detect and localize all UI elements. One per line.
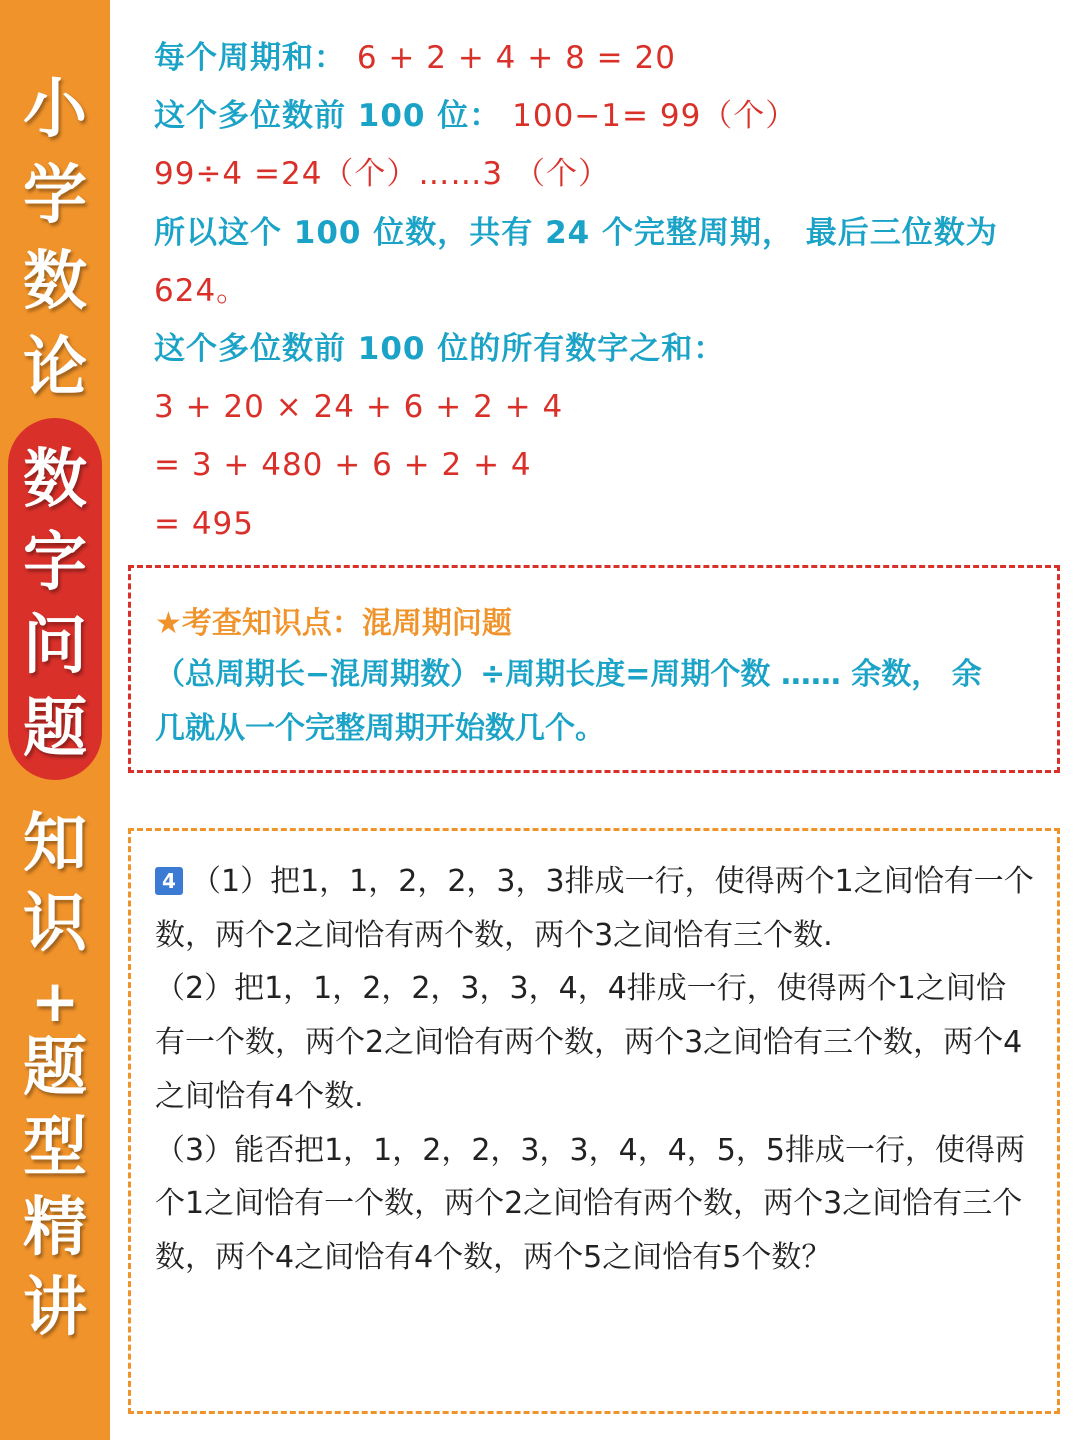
line-expression: 6 + 2 + 4 + 8 = 20 <box>346 40 676 76</box>
solution-line: 所以这个 100 位数，共有 24 个完整周期， 最后三位数为 <box>154 214 998 251</box>
line-expression: 100−1= 99（个） <box>501 98 798 135</box>
banner-char: 精 <box>23 1191 87 1265</box>
banner-char: 识 <box>23 887 87 961</box>
banner-char: 讲 <box>23 1271 87 1345</box>
line-label: 这个多位数前 100 位： <box>154 98 502 135</box>
knowledge-title: ★考查知识点：混周期问题 <box>155 606 512 641</box>
banner-title-bottom <box>0 807 110 1356</box>
banner-pill <box>8 418 102 780</box>
banner-char: 论 <box>23 331 87 405</box>
problem-number-badge: 4 <box>155 867 183 895</box>
banner-char: 小 <box>23 73 87 147</box>
side-banner <box>0 0 110 1440</box>
banner-char: 数 <box>23 443 87 517</box>
knowledge-box <box>128 565 1060 773</box>
solution-line: = 495 <box>154 505 254 542</box>
solution-block <box>154 36 1040 560</box>
banner-char: 题 <box>23 1031 87 1105</box>
problem-box <box>128 828 1060 1414</box>
problem-part-1-text: （1）把1，1，2，2，3，3排成一行，使得两个1之间恰有一个数，两个2之间恰有两个数，两个3之间恰有三个数. <box>155 864 1034 953</box>
banner-char: 字 <box>23 526 87 600</box>
banner-char: 问 <box>23 609 87 683</box>
solution-line <box>154 36 1040 94</box>
banner-char: 型 <box>23 1111 87 1185</box>
solution-line: 99÷4 =24（个）……3 （个） <box>154 156 610 193</box>
solution-line <box>154 94 1040 152</box>
banner-char: 知 <box>23 807 87 881</box>
knowledge-text: （总周期长−混周期数）÷周期长度=周期个数 …… 余数， 余几就从一个完整周期开始数几个。 <box>155 657 982 746</box>
solution-line: 624。 <box>154 272 249 309</box>
solution-line: = 3 + 480 + 6 + 2 + 4 <box>154 447 532 484</box>
banner-title-top <box>0 73 110 422</box>
banner-char: 学 <box>23 159 87 233</box>
solution-line: 这个多位数前 100 位的所有数字之和： <box>154 330 726 367</box>
banner-char: 题 <box>23 692 87 766</box>
problem-part-1 <box>155 855 1035 962</box>
problem-text <box>155 855 1035 1285</box>
problem-part-2: （2）把1，1，2，2，3，3，4，4排成一行，使得两个1之间恰有一个数，两个2之间恰有两个数，两个3之间恰有三个数，两个4之间恰有4个数. <box>155 971 1023 1114</box>
solution-line: 3 + 20 × 24 + 6 + 2 + 4 <box>154 389 564 426</box>
banner-char: + <box>30 967 80 1035</box>
problem-part-3: （3）能否把1，1，2，2，3，3，4，4，5，5排成一行，使得两个1之间恰有一个数，两个2之间恰有两个数，两个3之间恰有三个数，两个4之间恰有4个数，两个5之间恰有5个数？ <box>155 1132 1025 1275</box>
banner-char: 数 <box>23 245 87 319</box>
line-label: 每个周期和： <box>154 40 346 76</box>
